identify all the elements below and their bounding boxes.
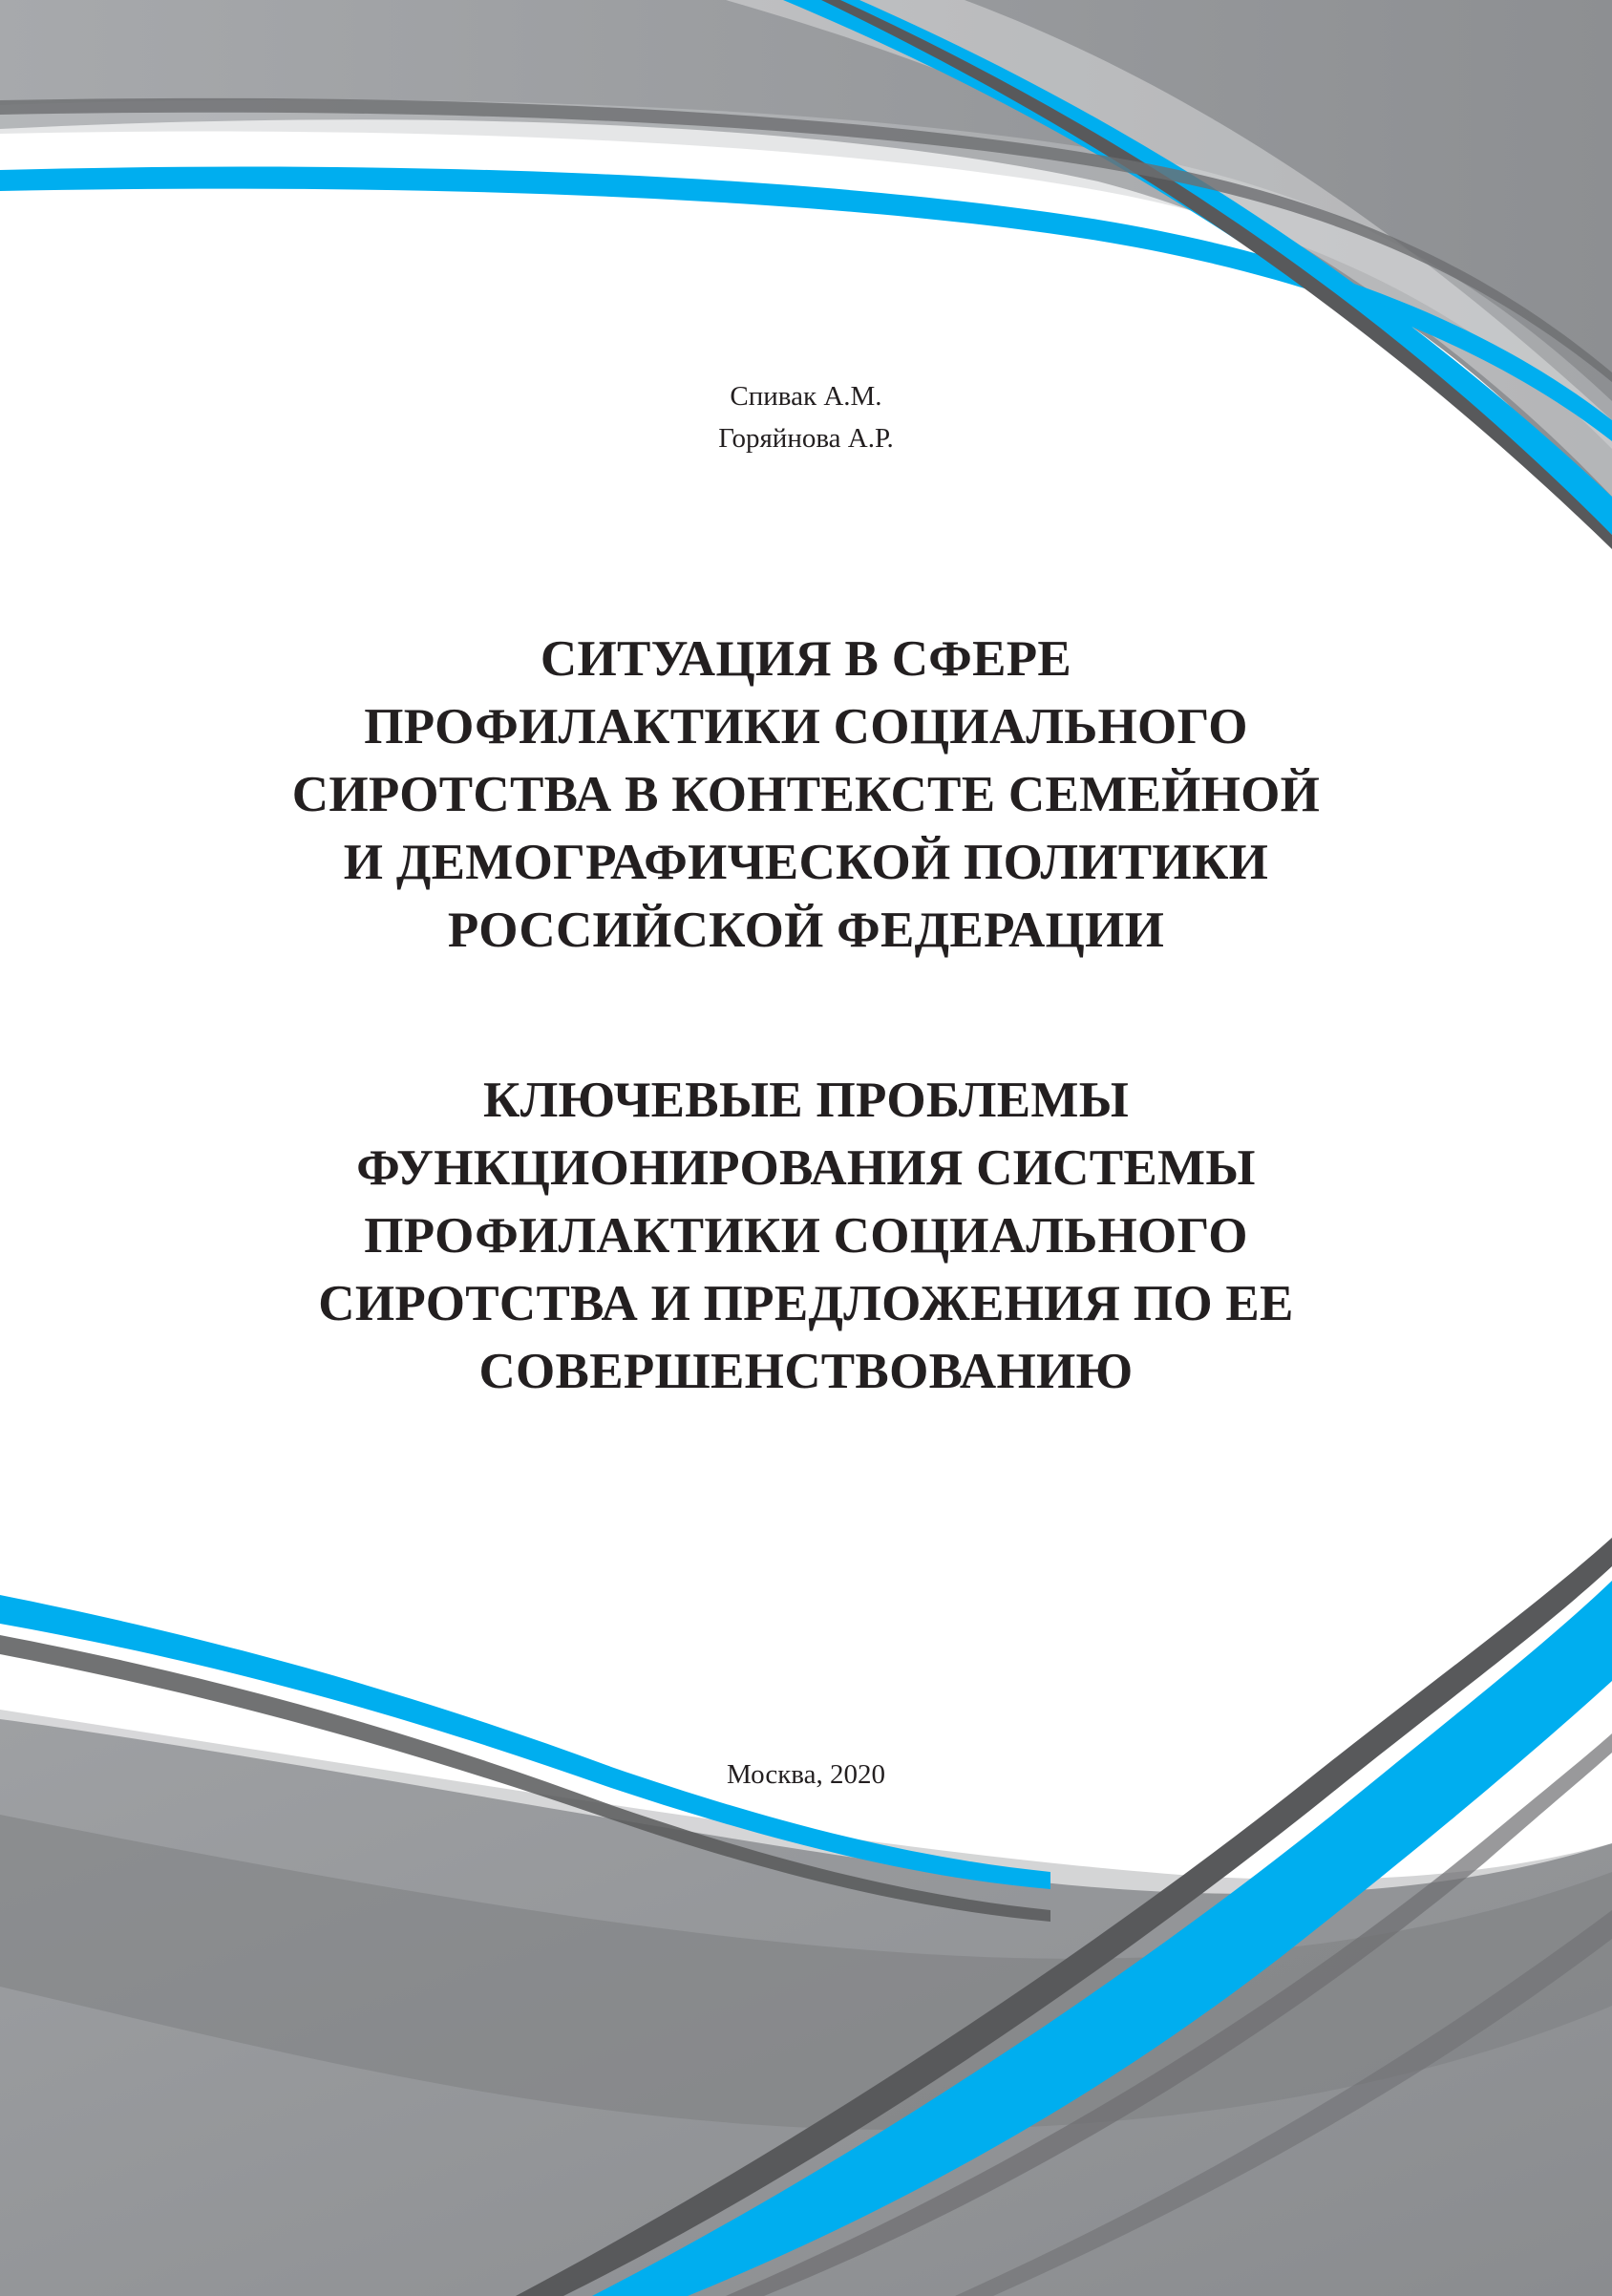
title-secondary-line: СОВЕРШЕНСТВОВАНИЮ [478,1344,1134,1399]
title-secondary-line: ФУНКЦИОНИРОВАНИЯ СИСТЕМЫ [356,1140,1256,1196]
title-primary-line: И ДЕМОГРАФИЧЕСКОЙ ПОЛИТИКИ [343,835,1269,890]
author-1: Спивак А.М. [730,381,882,412]
title-primary-line: СИРОТСТВА В КОНТЕКСТЕ СЕМЕЙНОЙ [291,767,1321,822]
title-primary-line: СИТУАЦИЯ В СФЕРЕ [540,631,1072,687]
author-2: Горяйнова А.Р. [718,423,894,454]
title-primary-line: РОССИЙСКОЙ ФЕДЕРАЦИИ [447,903,1165,958]
title-secondary-line: ПРОФИЛАКТИКИ СОЦИАЛЬНОГО [364,1208,1248,1264]
title-secondary [0,1067,1612,1406]
title-secondary-line: КЛЮЧЕВЫЕ ПРОБЛЕМЫ [482,1073,1130,1128]
title-primary-line: ПРОФИЛАКТИКИ СОЦИАЛЬНОГО [364,699,1248,755]
imprint-city-year: Москва, 2020 [727,1759,885,1790]
authors-block [0,375,1612,459]
title-primary [0,626,1612,965]
title-secondary-line: СИРОТСТВА И ПРЕДЛОЖЕНИЯ ПО ЕЕ [318,1276,1294,1331]
